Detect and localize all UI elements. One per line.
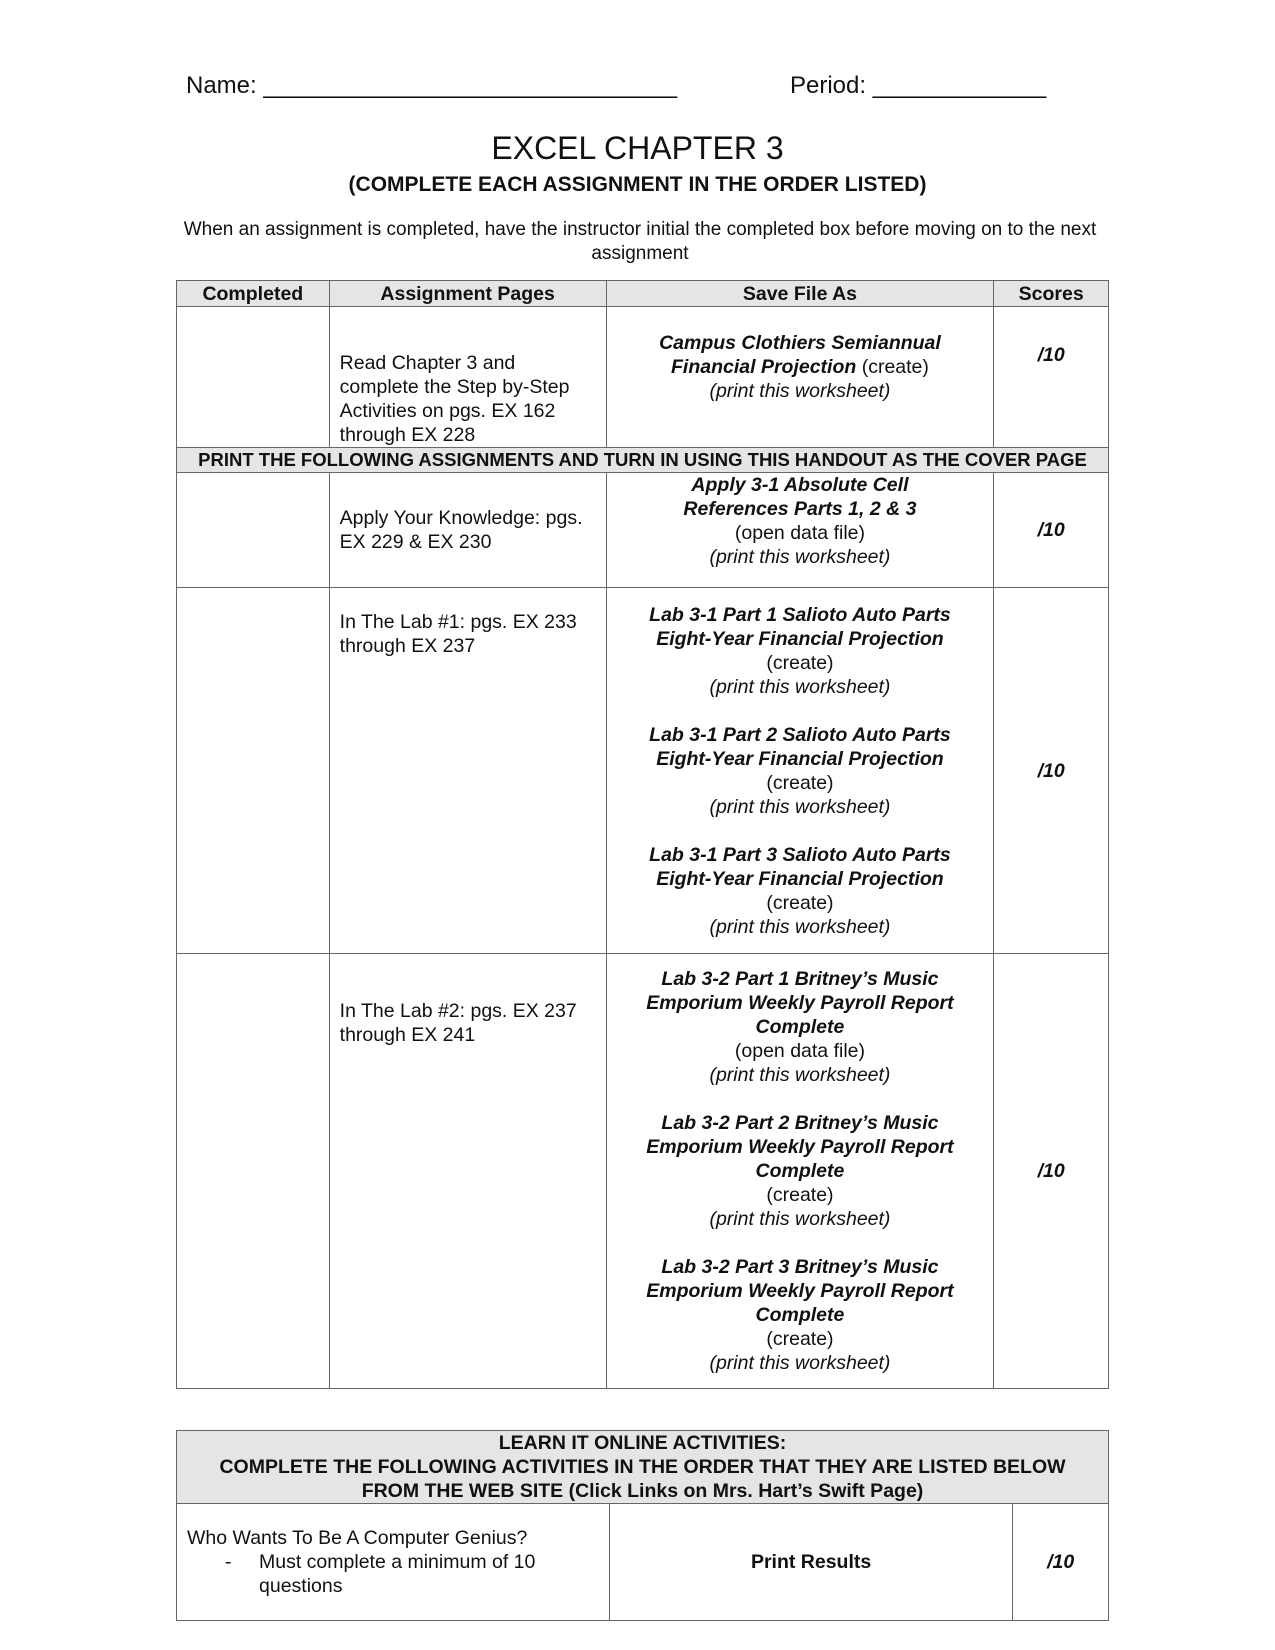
online-activities-band xyxy=(177,1431,1109,1504)
online-activity-name: Who Wants To Be A Computer Genius? xyxy=(187,1527,528,1549)
print-instructions-band xyxy=(177,448,1109,473)
save-file-print-note: (print this worksheet) xyxy=(709,675,891,698)
save-file-print-note: (print this worksheet) xyxy=(709,795,891,818)
table-row xyxy=(177,1504,1109,1621)
page-subtitle: (COMPLETE EACH ASSIGNMENT IN THE ORDER LISTED) xyxy=(348,173,927,196)
score-value: /10 xyxy=(1037,759,1065,782)
column-header-scores: Scores xyxy=(994,281,1109,307)
save-file-note: (create) xyxy=(766,651,834,674)
table-row xyxy=(177,954,1109,1389)
online-activities-table xyxy=(176,1430,1109,1621)
save-file-cell xyxy=(606,473,994,588)
save-file-note: (open data file) xyxy=(734,1040,865,1062)
assignment-pages-text: In The Lab #2: pgs. EX 237 through EX 241 xyxy=(339,1000,577,1046)
band-text: PRINT THE FOLLOWING ASSIGNMENTS AND TURN IN USING THIS HANDOUT AS THE COVER PAGE xyxy=(177,448,1109,473)
save-file-title: Lab 3-2 Part 2 Britney’s Music Emporium Weekly Payroll Report Complete xyxy=(646,1112,954,1182)
score-value: /10 xyxy=(1047,1551,1075,1573)
score-cell xyxy=(1013,1504,1109,1621)
save-file-title: Lab 3-2 Part 1 Britney’s Music Emporium Weekly Payroll Report Complete xyxy=(646,968,954,1038)
save-file-cell xyxy=(606,307,994,448)
save-file-print-note: (print this worksheet) xyxy=(709,1064,891,1086)
print-results-cell xyxy=(609,1504,1013,1621)
instructions-text: When an assignment is completed, have the instructor initial the completed box before moving on to the next assignment xyxy=(183,219,1097,264)
save-file-print-note: (print this worksheet) xyxy=(709,915,891,938)
save-file-note: (create) xyxy=(856,356,929,378)
save-file-title: Lab 3-2 Part 3 Britney’s Music Emporium Weekly Payroll Report Complete xyxy=(646,1256,954,1326)
online-band-heading: LEARN IT ONLINE ACTIVITIES: xyxy=(498,1432,787,1454)
table-header-row xyxy=(177,281,1109,307)
print-results-label: Print Results xyxy=(750,1551,872,1573)
assignment-pages-cell xyxy=(329,473,606,588)
online-activity-cell xyxy=(177,1504,610,1621)
completed-cell[interactable] xyxy=(177,588,330,954)
score-cell xyxy=(994,588,1109,954)
completed-cell[interactable] xyxy=(177,473,330,588)
completed-cell[interactable] xyxy=(177,307,330,448)
column-header-assignment-pages: Assignment Pages xyxy=(329,281,606,307)
save-file-note: (create) xyxy=(766,771,834,794)
save-file-title: Campus Clothiers Semiannual Financial Projection xyxy=(659,332,941,378)
column-header-completed: Completed xyxy=(177,281,330,307)
save-file-title: Apply 3-1 Absolute Cell References Parts 1, 2 & 3 xyxy=(683,474,917,520)
score-value: /10 xyxy=(1037,519,1065,541)
save-file-cell xyxy=(606,954,994,1389)
save-file-cell xyxy=(606,588,994,954)
score-value: /10 xyxy=(1037,1160,1065,1182)
assignment-pages-cell xyxy=(329,307,606,448)
requirement-text: Must complete a minimum of 10 questions xyxy=(259,1551,536,1597)
table-row xyxy=(177,588,1109,954)
requirement-bullet xyxy=(187,1550,609,1598)
period-field[interactable]: Period: _____________ xyxy=(790,72,1047,99)
save-file-print-note: (print this worksheet) xyxy=(709,546,891,568)
online-band-cell xyxy=(177,1431,1109,1504)
save-file-print-note: (print this worksheet) xyxy=(709,380,891,402)
save-file-note: (create) xyxy=(766,1328,834,1350)
score-cell xyxy=(994,473,1109,588)
save-file-title: Lab 3-1 Part 2 Salioto Auto Parts Eight-Year Financial Projection xyxy=(649,723,951,770)
assignment-pages-cell xyxy=(329,954,606,1389)
table-row xyxy=(177,473,1109,588)
online-band-instruction: COMPLETE THE FOLLOWING ACTIVITIES IN THE ORDER THAT THEY ARE LISTED BELOW xyxy=(219,1456,1066,1478)
save-file-note: (open data file) xyxy=(734,522,865,544)
save-file-title: Lab 3-1 Part 3 Salioto Auto Parts Eight-Year Financial Projection xyxy=(649,843,951,890)
save-file-note: (create) xyxy=(766,1184,834,1206)
assignment-pages-text: Read Chapter 3 and complete the Step by-Step Activities on pgs. EX 162 through EX 228 xyxy=(339,352,570,446)
assignment-pages-cell xyxy=(329,588,606,954)
online-band-source: FROM THE WEB SITE (Click Links on Mrs. Hart’s Swift Page) xyxy=(361,1480,924,1502)
completed-cell[interactable] xyxy=(177,954,330,1389)
score-cell xyxy=(994,307,1109,448)
save-file-title: Lab 3-1 Part 1 Salioto Auto Parts Eight-Year Financial Projection xyxy=(649,603,951,650)
score-value: /10 xyxy=(1037,344,1065,366)
assignment-pages-text: In The Lab #1: pgs. EX 233 through EX 237 xyxy=(339,611,577,657)
page-title: EXCEL CHAPTER 3 xyxy=(491,130,784,166)
bullet-dash: - xyxy=(225,1551,232,1573)
score-cell xyxy=(994,954,1109,1389)
assignment-table xyxy=(176,280,1109,1389)
column-header-save-file-as: Save File As xyxy=(606,281,994,307)
table-row xyxy=(177,307,1109,448)
assignment-pages-text: Apply Your Knowledge: pgs. EX 229 & EX 230 xyxy=(339,507,583,553)
name-field[interactable]: Name: _______________________________ xyxy=(186,72,678,99)
save-file-note: (create) xyxy=(766,891,834,914)
save-file-print-note: (print this worksheet) xyxy=(709,1208,891,1230)
save-file-print-note: (print this worksheet) xyxy=(709,1352,891,1374)
